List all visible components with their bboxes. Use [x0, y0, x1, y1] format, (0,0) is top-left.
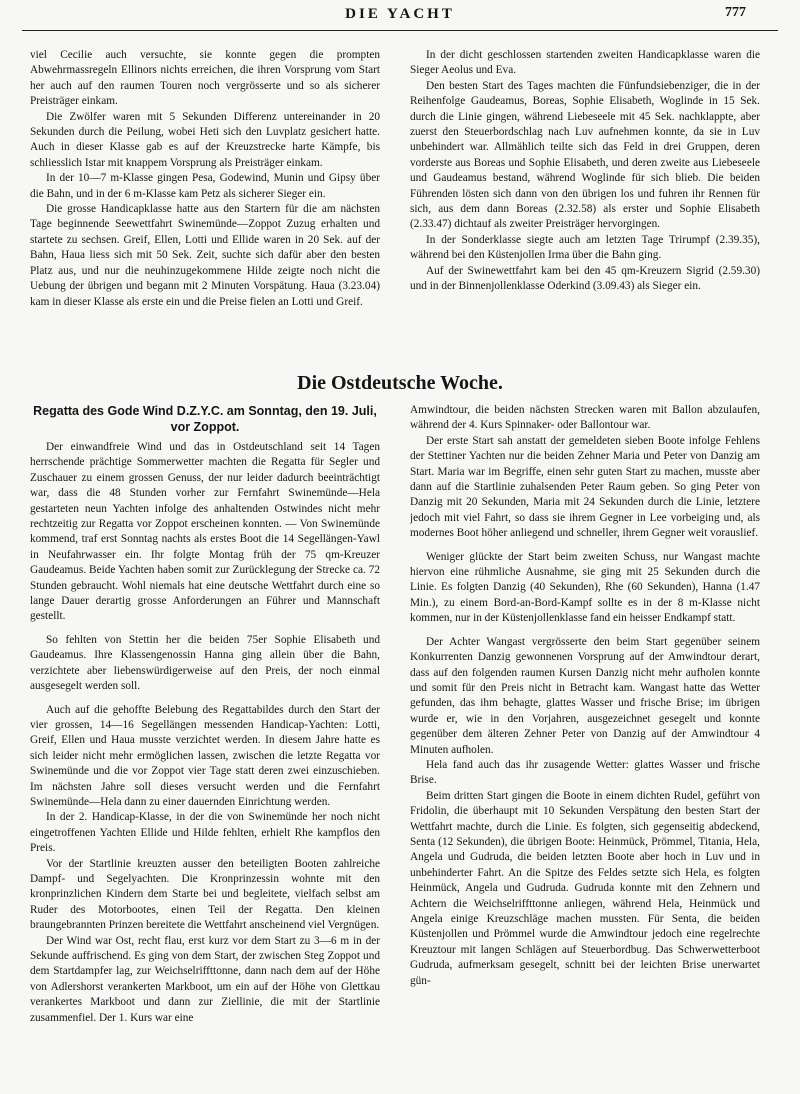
- paragraph: Amwindtour, die beiden nächsten Strecken waren mit Ballon abzulaufen, während der 4. Kurs Spinnaker- oder Ballontour war.: [410, 404, 760, 432]
- page-header: [22, 4, 778, 31]
- bottom-left-column: [30, 403, 380, 1093]
- paragraph: viel Cecilie auch versuchte, sie konnte gegen die prompten Abwehrmassregeln Ellinors nichts erreichen, die ihren Vorsprung vom Start her auch auf den raumen Touren noch vergrösserte und so als sicherer Preisträger einkam.: [30, 49, 380, 108]
- paragraph: In der Sonderklasse siegte auch am letzten Tage Trirumpf (2.39.35), während bei den Küstenjollen Irma über die Bahn ging.: [410, 233, 760, 262]
- paragraph: In der dicht geschlossen startenden zweiten Handicapklasse waren die Sieger Aeolus und Eva.: [410, 49, 760, 77]
- paragraph: Hela fand auch das ihr zusagende Wetter: glattes Wasser und frische Brise.: [410, 758, 760, 787]
- paragraph: In der 2. Handicap-Klasse, in der die von Swinemünde her noch nicht eingetroffenen Yachten Ellide und Hilde fehlten, erhielt Rhe kampflos den Preis.: [30, 811, 380, 855]
- paragraph: Der Wind war Ost, recht flau, erst kurz vor dem Start zu 3—6 m in der Sekunde auffrischend. Es ging von dem Start, der zwischen Steg Zoppot und dem Startdampfer lag, zur Weichselriffttonne, dann nach dem auf der Höhe von Adlershorst verankerten Markboot, um ein auf der Höhe von Glettkau verankertes Markboot und dann zur Ziellinie, die mit der Startlinie zusammenfiel. Der 1. Kurs war eine: [30, 934, 380, 1024]
- paragraph: Auch auf die gehoffte Belebung des Regattabildes durch den Start der vier grossen, 14—16 Segellängen messenden Handicap-Yachten: Lotti, Greif, Ellen und Haua musste verzichtet werden. In diesem Jahre hatte es sich leider nicht mehr ermöglichen lassen, zwischen die letzte Regatta vor Swinemünde und die vor Zoppot vier Tage statt deren zwei einzuschieben. Im nächsten Jahre soll dieses versucht werden und die Fernfahrt Swinemünde—Hela dann zu einer dauernden Einrichtung werden.: [30, 703, 380, 808]
- top-left-column: [30, 48, 380, 348]
- paragraph: Beim dritten Start gingen die Boote in einem dichten Rudel, geführt von Fridolin, die überhaupt mit 10 Sekunden Verspätung den besten Start der Wettfahrt machte, durch die Linie. Es folgten, sich gegenseitig abdeckend, Senta (12 Sekunden), die übrigen Boote: Heinmück, Prömmel, Titania, Hela, Angela und Gudruda, die beiden letzten Boote aber hoch in Luv und in unbehinderter Fahrt. An die Spitze des Feldes setzte sich Hela, es folgten Heinmück, Angela und Gudruda. Gudruda konnte mit den Zehnern und Achtern die Weichselriffttonne anliegen, während Hela, Heinmück und Angela einige Kreuzschläge machen mussten. Für Senta, die beiden Küstenjollen und Prömmel wurde die Amwindtour jedoch eine regelrechte Kreuztour mit langen Schlägen auf Steuerbordbug. Das Schwerwetterboot Gudruda, aufmerksam gesegelt, schnitt bei der leichten Brise unerwartet gün-: [410, 789, 760, 987]
- paragraph: Die grosse Handicapklasse hatte aus den Startern für die am nächsten Tage beginnende Seewettfahrt Swinemünde—Zoppot Zuzug erhalten und startete zu sechsen. Greif, Ellen, Lotti und Ellide waren in 20 Sek. auf der Bahn, Haua liess sich mit 50 Sek. Zeit, suchte sich dafür aber den besten Platz aus, und nur die neuhinzugekommene Hilde zeigte noch nicht die Uebung der übrigen und begann mit 2 Minuten Vorspätung. Haua (3.23.04) kam in dieser Klasse als erste ein und die Preise fielen an Lotti und Greif.: [30, 203, 380, 308]
- paragraph: In der 10—7 m-Klasse gingen Pesa, Godewind, Munin und Gipsy über die Bahn, und in der 6 m-Klasse kam Petz als sicherer Sieger ein.: [30, 172, 380, 200]
- bottom-right-column: [410, 403, 760, 1093]
- running-head: DIE YACHT: [345, 6, 455, 22]
- paragraph: Der erste Start sah anstatt der gemeldeten sieben Boote infolge Fehlens der Stettiner Yachten nur die beiden Zehner Maria und Peter von Danzig am Start. Maria war im Begriffe, einen sehr guten Start zu machen, musste aber dann auf die Startlinie zuhalsenden Peter Raum geben. So ging Peter von Danzig mit 20 Sekunden, Maria mit 24 Sekunden durch die Linie, letztere jedoch mit viel Fahrt, so dass sie ihrem Gegner in Lee vorbeiging und, als modernes Boot höher anliegend und schneller, ihrem Gegner weit vorauslief.: [410, 434, 760, 540]
- paragraph: Der Achter Wangast vergrösserte den beim Start gegenüber seinem Konkurrenten Danzig gewonnenen Vorsprung auf der Amwindtour derart, dass auf den folgenden raumen Kursen Danzig nicht mehr aufholen konnte und somit für den Preis nicht in Betracht kam. Wangast hatte das Wetter gefunden, das ihm behagte, glattes Wasser und frische Brise; im übrigen wurde er, wie in den Vorjahren, ausgezeichnet gesegelt und konnte gegenüber dem älteren Zehner Peter von Danzig auf der Amwindtour 4 Minuten aufholen.: [410, 635, 760, 756]
- paragraph: Die Zwölfer waren mit 5 Sekunden Differenz untereinander in 20 Sekunden durch die Peilung, wobei Heti sich den Luvplatz gesichert hatte. Auch in dieser Klasse gab es auf der Kreuzstrecke harte Kämpfe, bis schliesslich Istar mit knappem Vorsprung als Preisträger einkam.: [30, 110, 380, 169]
- paragraph: Den besten Start des Tages machten die Fünfundsiebenziger, die in der Reihenfolge Gaudeamus, Boreas, Sophie Elisabeth, Woglinde in 15 Sek. durch die Linie gingen, während Liebeseele mit 45 Sek. nachklappte, aber zuerst den Steuerbordschlag nach Luv aufnehmen konnte, da sie in Luv unbehindert war. Allmählich teilte sich das Feld in drei Gruppen, deren vorderste aus Boreas und Sophie Elisabeth, und deren zweite aus Liebeseele und Gaudeamus bestand, während Woglinde für sich blieb. Die beiden Führenden lösten sich dann von den übrigen los und fuhren ihr Rennen für sich, aus dem dann Boreas (2.32.58) als erster und Sophie Elisabeth (2.33.47) dichtauf als zweiter Preisträger hervorgingen.: [410, 79, 760, 231]
- article-title: Regatta des Gode Wind D.Z.Y.C. am Sonntag, den 19. Juli, vor Zoppot.: [33, 404, 377, 434]
- paragraph: Auf der Swinewettfahrt kam bei den 45 qm-Kreuzern Sigrid (2.59.30) und in der Binnenjollenklasse Oderkind (3.09.43) als Sieger ein.: [410, 264, 760, 293]
- section-title: Die Ostdeutsche Woche.: [297, 372, 503, 394]
- paragraph: So fehlten von Stettin her die beiden 75er Sophie Elisabeth und Gaudeamus. Ihre Klassengenossin Hanna ging allein über die Bahn, verzichtete aber liebenswürdigerweise auf den Preis, der noch einmal ausgesegelt werden soll.: [30, 633, 380, 693]
- paragraph: Vor der Startlinie kreuzten ausser den beteiligten Booten zahlreiche Dampf- und Segelyachten. Die Kronprinzessin wohnte mit den kronprinzlichen Kindern dem Starte bei und begleitete, vielfach selbst am Ruder des Motorbootes, einen Teil der Regatta. Den kleinen braungebrannten Prinzen bereitete die Wettfahrt anscheinend viel Vergnügen.: [30, 857, 380, 932]
- page-number: 777: [725, 5, 746, 20]
- top-right-column: [410, 48, 760, 348]
- paragraph: Weniger glückte der Start beim zweiten Schuss, nur Wangast machte hiervon eine rühmliche Ausnahme, sie ging mit 25 Sekunden durch die Linie. Es folgten Danzig (40 Sekunden), Rhe (60 Sekunden), Hanna (1.47 Min.), zu einem Bord-an-Bord-Kampf sollte es in der 8 m-Klasse nicht kommen, nur in der Küstenjollenklasse fand ein heisser Endkampf statt.: [410, 550, 760, 625]
- paragraph: Der einwandfreie Wind und das in Ostdeutschland seit 14 Tagen herrschende prächtige Sommerwetter machten die Regatta für Segler und Zuschauer zu einem grossen Genuss, der nur leider dadurch beeinträchtigt war, dass die 48 Stunden vorher zur Fernfahrt Swinemünde—Hela gestarteten neun Yachten infolge des anhaltenden Ostwindes nicht mehr rechtzeitig zur Regatta vor Zoppot erscheinen konnten. — Von Swinemünde kommend, traf erst Sonntag nachts als erstes Boot die 14 Segellängen-Yawl in Neufahrwasser ein. Ihr folgte Montag früh der 75 qm-Kreuzer Gaudeamus. Beide Yachten haben somit zur Zurücklegung der Strecke ca. 72 Stunden gebraucht. Wohl niemals hat eine deutsche Wettfahrt durch eine so lange Dauer derartig grosse Anforderungen an Führer und Mannschaft gestellt.: [30, 441, 380, 623]
